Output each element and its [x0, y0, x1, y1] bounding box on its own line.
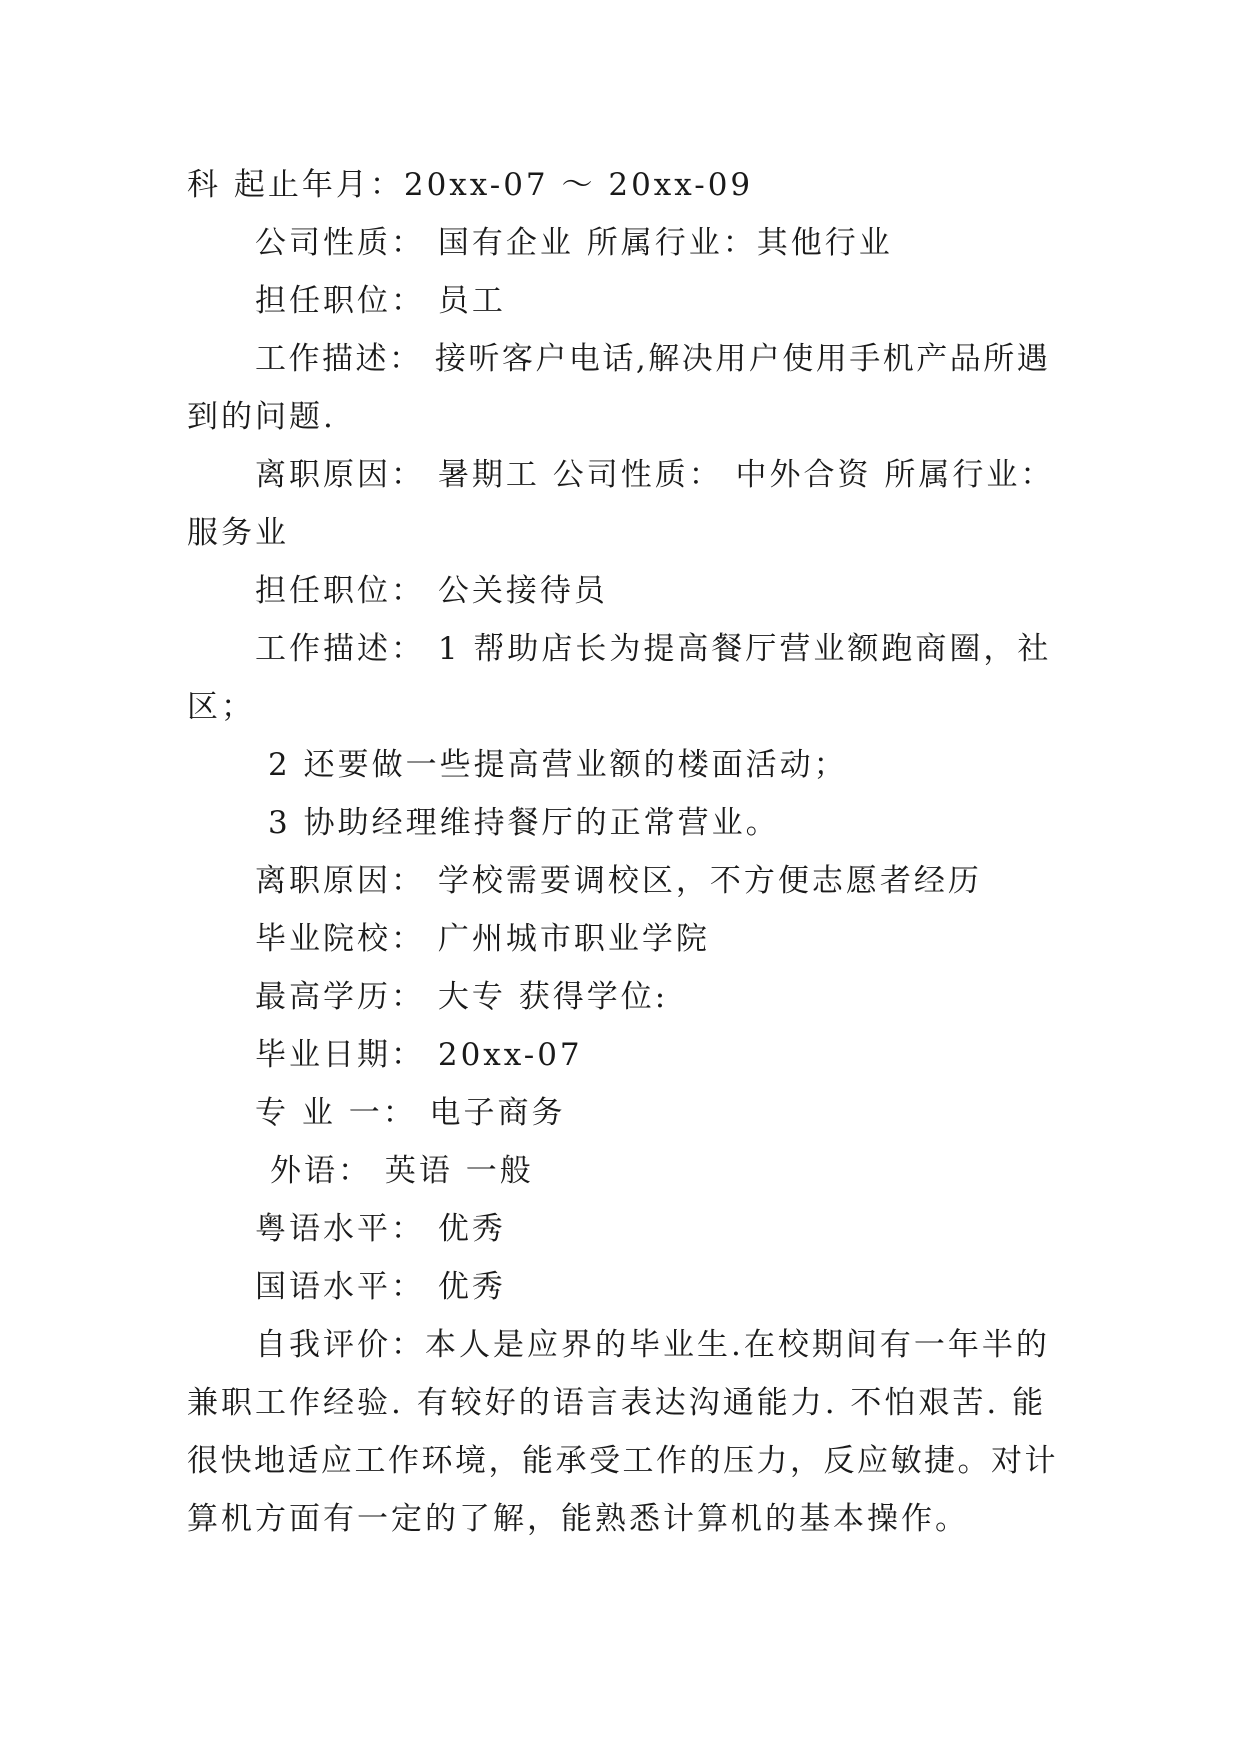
text-line: 专 业 一： 电子商务: [255, 1095, 566, 1131]
text-line: 离职原因： 学校需要调校区，不方便志愿者经历: [255, 863, 982, 899]
text-line: 粤语水平： 优秀: [255, 1211, 506, 1247]
text-line: 国语水平： 优秀: [255, 1269, 506, 1305]
text-line: 3 协助经理维持餐厅的正常营业。: [268, 805, 780, 841]
text-line: 科 起止年月：20xx-07 ～ 20xx-09: [187, 167, 754, 203]
text-line: 区；: [187, 689, 255, 725]
text-line: 毕业日期： 20xx-07: [255, 1037, 583, 1073]
text-line: 离职原因： 暑期工 公司性质： 中外合资 所属行业：: [255, 457, 1055, 493]
text-line: 担任职位： 员工: [255, 283, 506, 319]
text-line: 担任职位： 公关接待员: [255, 573, 608, 609]
text-line: 兼职工作经验. 有较好的语言表达沟通能力. 不怕艰苦. 能: [187, 1385, 1047, 1421]
text-line: 很快地适应工作环境，能承受工作的压力，反应敏捷。对计: [187, 1443, 1058, 1479]
text-line: 工作描述： 接听客户电话,解决用户使用手机产品所遇: [255, 341, 1051, 377]
text-line: 自我评价：本人是应界的毕业生.在校期间有一年半的: [255, 1327, 1050, 1363]
text-line: 外语： 英语 一般: [270, 1153, 534, 1189]
text-line: 公司性质： 国有企业 所属行业：其他行业: [255, 225, 893, 261]
text-line: 工作描述： 1 帮助店长为提高餐厅营业额跑商圈，社: [255, 631, 1052, 667]
text-line: 服务业: [187, 515, 289, 551]
text-line: 毕业院校： 广州城市职业学院: [255, 921, 710, 957]
text-line: 算机方面有一定的了解，能熟悉计算机的基本操作。: [187, 1501, 969, 1537]
text-line: 到的问题.: [187, 399, 336, 435]
text-line: 2 还要做一些提高营业额的楼面活动；: [268, 747, 848, 783]
text-line: 最高学历： 大专 获得学位:: [255, 979, 669, 1015]
